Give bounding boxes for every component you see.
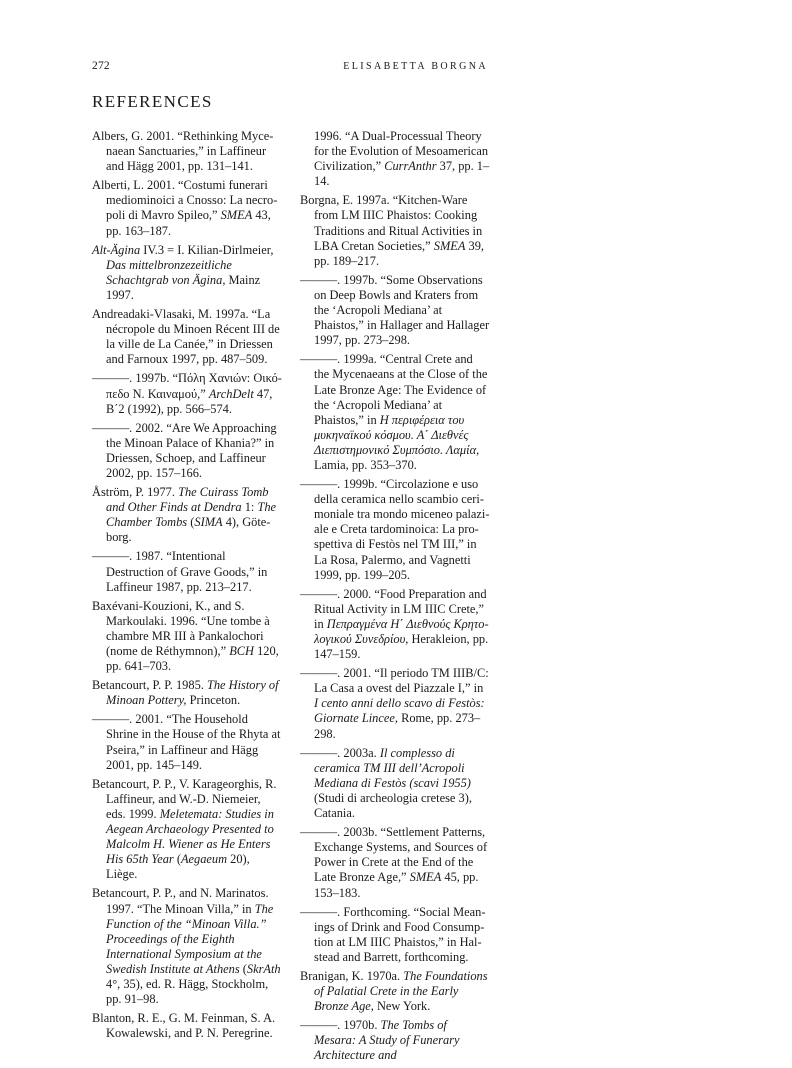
reference-title-italic: CurrAnthr [384, 159, 437, 174]
reference-title-italic: The Function of the “Minoan Villa.” Proceedings of the Eighth International Symposium at the Swedish Institute at Athens [106, 901, 274, 976]
reference-title-italic: The Foundations of Palatial Crete in the Early Bronze Age, [314, 968, 488, 1014]
reference-title-italic: SMEA [433, 238, 466, 253]
reference-text: 4°, 35), ed. R. Hägg, Stockholm, pp. 91–98. [106, 976, 269, 1007]
reference-text: New York. [373, 999, 431, 1014]
reference-title-italic: Aegaeum [180, 852, 228, 867]
reference-text: Lamia, pp. 353–370. [314, 457, 417, 472]
section-title: REFERENCES [92, 92, 213, 111]
reference-title-italic: The Chamber Tombs [106, 500, 277, 530]
reference-text: Åström, P. 1977. [92, 485, 179, 500]
reference-text: Alberti, L. 2001. “Costumi funerari mediominoici a Cnosso: La necropoli di Mavro Spileo,” [92, 178, 278, 223]
reference-title-italic: SkrAth [246, 961, 281, 976]
reference-text: ———. 1970b. [300, 1018, 381, 1033]
reference-entry [300, 905, 490, 965]
reference-text: 4), Göteborg. [106, 515, 271, 545]
reference-entry [300, 477, 490, 583]
reference-text: Albers, G. 2001. “Rethinking Mycenaean Sanctuaries,” in Laffineur and Hägg 2001, pp. 131–141. [92, 129, 274, 174]
reference-text: 39, pp. 189–217. [314, 238, 484, 268]
reference-entry [92, 178, 282, 238]
running-head-author: ELISABETTA BORGNA [343, 61, 488, 72]
reference-title-italic: Alt-Ägina [92, 242, 141, 257]
reference-text: ———. 2000. “Food Preparation and Ritual Activity in LM IIIC Crete,” in [300, 586, 487, 631]
reference-entry [92, 678, 282, 708]
reference-title-italic: BCH [229, 644, 254, 658]
reference-text: (Studi di archeologia cretese 3), Catania. [314, 790, 472, 821]
reference-text: ( [173, 852, 181, 867]
reference-entry [300, 1018, 490, 1063]
reference-title-italic: SIMA [194, 515, 223, 530]
references-left-column [92, 129, 282, 1045]
reference-text: 47, B΄2 (1992), pp. 566–574. [106, 386, 273, 416]
page-number: 272 [92, 60, 110, 72]
reference-title-italic: Il complesso di ceramica TM III dell’Acropoli Mediana di Festòs (scavi 1955) [314, 745, 471, 790]
reference-text: 45, pp. 153–183. [314, 870, 479, 900]
reference-text: 120, pp. 641–703. [106, 644, 279, 674]
reference-entry [300, 352, 490, 473]
reference-entry [92, 712, 282, 772]
reference-title-italic: SMEA [409, 870, 442, 885]
reference-text: ———. Forthcoming. “Social Meanings of Drink and Food Consumption at LM IIIC Phaistos,” in Halstead and Barrett, forthcoming. [300, 904, 486, 964]
reference-text: IV.3 = I. Kilian-Dirlmeier, [140, 242, 274, 257]
reference-text: Betancourt, P. P., and N. Marinatos. 1997. “The Minoan Villa,” in [92, 886, 269, 916]
reference-text: Betancourt, P. P., V. Karageorghis, R. Laffineur, and W.-D. Niemeier, eds. 1999. [92, 776, 277, 821]
reference-entry [92, 129, 282, 174]
reference-entry [92, 421, 282, 481]
reference-text: 1996. “A Dual-Processual Theory for the Evolution of Mesoamerican Civilization,” [314, 129, 489, 174]
reference-text: 37, pp. 1–14. [314, 159, 490, 189]
reference-text: ———. 1999a. “Central Crete and the Mycenaeans at the Close of the Late Bronze Age: The Evidence of the ‘Acropoli Mediana’ at Phaistos,” in [300, 352, 488, 427]
reference-entry [92, 485, 282, 545]
reference-title-italic: Η περιφέρεια του μυκηναϊκού κόσμου. Α΄ Διεθνές Διεπιστημονικό Συμπόσιο. Λαμία, [314, 412, 480, 457]
references-right-column [300, 129, 490, 1068]
reference-text: ———. 2003a. [300, 745, 380, 760]
reference-text: Baxévani-Kouzioni, K., and S. Markoulaki. 1996. “Une tombe à chambre MR III à Pankalochori (nome de Réthymnon),” [92, 598, 270, 658]
reference-text: ———. 2001. “The Household Shrine in the House of the Rhyta at Pseira,” in Laffineur and Hägg 2001, pp. 145–149. [92, 712, 281, 772]
reference-text: Branigan, K. 1970a. [300, 968, 404, 983]
reference-text: ———. 2002. “Are We Approaching the Minoan Palace of Khania?” in Driessen, Schoep, and Laffineur 2002, pp. 157–166. [92, 420, 277, 480]
reference-entry [92, 243, 282, 303]
reference-text: ———. 1997b. “Some Observations on Deep Bowls and Kraters from the ‘Acropoli Mediana’ at Phaistos,” in Hallager and Hallager 1997, pp. 273–298. [300, 272, 490, 348]
reference-entry [92, 886, 282, 1007]
reference-text: Blanton, R. E., G. M. Feinman, S. A. Kowalewski, and P. N. Peregrine. [92, 1011, 276, 1041]
reference-entry [300, 666, 490, 741]
reference-text: ———. 1997b. “Πόλη Χανιών: Οικόπεδο Ν. Καιναμού,” [92, 371, 282, 401]
reference-text: ———. 2003b. “Settlement Patterns, Exchange Systems, and Sources of Power in Crete at the End of the Late Bronze Age,” [300, 825, 488, 885]
reference-entry [92, 371, 282, 416]
reference-entry [300, 193, 490, 268]
reference-text: Betancourt, P. P. 1985. [92, 678, 207, 693]
reference-text: Princeton. [186, 693, 241, 708]
reference-entry [92, 777, 282, 883]
reference-text: Rome, pp. 273–298. [314, 711, 481, 741]
reference-text: 1: [241, 500, 258, 515]
reference-text: Herakleion, pp. 147–159. [314, 632, 489, 662]
reference-title-italic: I cento anni dello scavo di Festòs: Giornate Lincee, [314, 696, 485, 726]
reference-text: Mainz 1997. [106, 272, 261, 302]
reference-text: Borgna, E. 1997a. “Kitchen-Ware from LM IIIC Phaistos: Cooking Traditions and Ritual Activities in LBA Cretan Societies,” [300, 193, 483, 253]
reference-text: ———. 2001. “Il periodo TM IIIB/C: La Casa a ovest del Piazzale I,” in [300, 666, 489, 696]
reference-entry [300, 587, 490, 662]
reference-entry [300, 129, 490, 189]
reference-title-italic: Meletemata: Studies in Aegean Archaeology Presented to Malcolm H. Wiener as He Enters His 65th Year [106, 806, 274, 867]
reference-text: 43, pp. 163–187. [106, 208, 271, 238]
reference-text: ———. 1987. “Intentional Destruction of Grave Goods,” in Laffineur 1987, pp. 213–217. [92, 549, 268, 594]
reference-entry [300, 969, 490, 1014]
reference-entry [92, 599, 282, 674]
reference-entry [300, 273, 490, 348]
reference-entry [300, 825, 490, 900]
reference-text: ———. 1999b. “Circolazione e uso della ceramica nello scambio cerimoniale tra mondo miceneo palaziale e Creta tardominoica: La prospettiva di Festòs nel TM III,” in La Rosa, Palermo, and Vagnetti 1999, pp. 199–205. [300, 477, 490, 582]
reference-text: ( [187, 515, 195, 530]
reference-title-italic: The Tombs of Mesara: A Study of Funerary Architecture and [314, 1018, 460, 1063]
reference-entry [92, 1011, 282, 1041]
reference-entry [92, 549, 282, 594]
reference-text: Andreadaki-Vlasaki, M. 1997a. “La nécropole du Minoen Récent III de la ville de La Canée,” in Driessen and Farnoux 1997, pp. 487–509. [92, 307, 280, 367]
reference-entry [92, 307, 282, 367]
reference-text: ( [239, 961, 247, 976]
reference-title-italic: SMEA [220, 208, 253, 223]
reference-title-italic: The Cuirass Tomb and Other Finds at Dendra [106, 485, 269, 515]
reference-text: 20), Liège. [106, 852, 250, 882]
reference-title-italic: ArchDelt [208, 386, 254, 401]
reference-entry [300, 746, 490, 821]
reference-title-italic: Πεπραγμένα Η΄ Διεθνούς Κρητολογικού Συνεδρίου, [314, 616, 489, 646]
reference-title-italic: The History of Minoan Pottery, [106, 678, 279, 708]
reference-title-italic: Das mittelbronzezeitliche Schachtgrab von Ägina, [106, 257, 232, 287]
